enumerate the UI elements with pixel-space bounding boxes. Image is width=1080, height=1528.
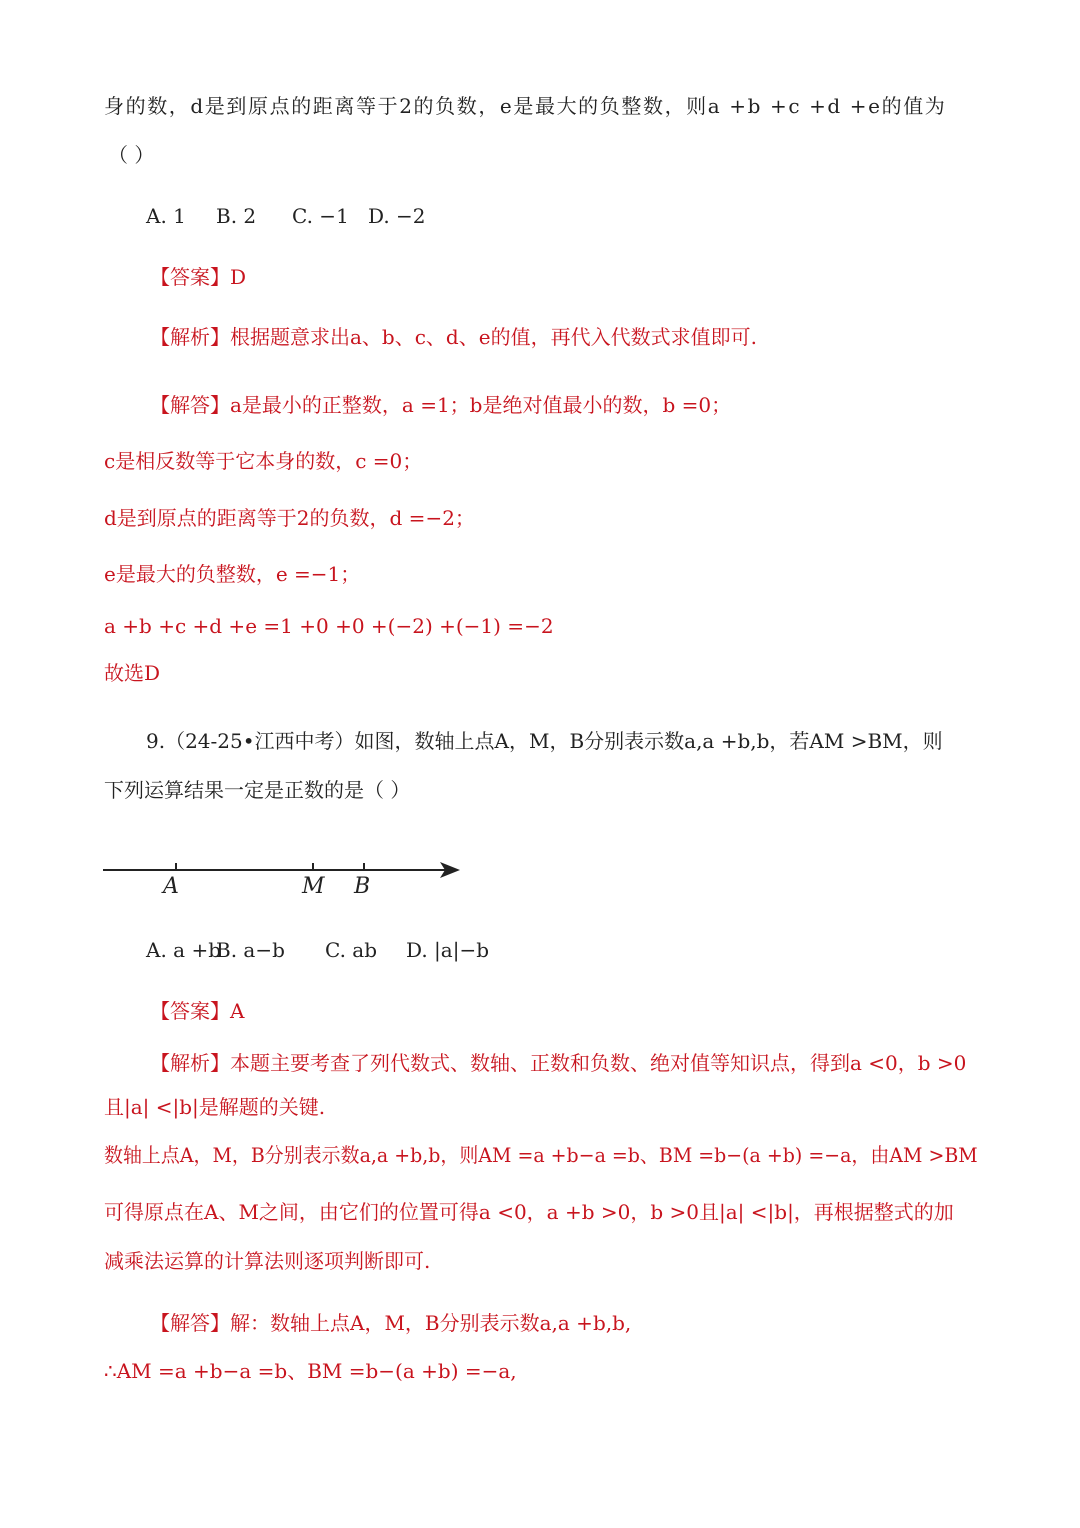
q9-analysis-line2: 且|a| <|b|是解题的关键.: [104, 1095, 326, 1119]
q8-solution-line5: a +b +c +d +e =1 +0 +0 +(−2) +(−1) =−2: [104, 614, 554, 638]
q8-solution-line1: [150, 391, 731, 419]
q9-option-b: B. a−b: [216, 938, 285, 962]
q9-analysis-line5: 减乘法运算的计算法则逐项判断即可.: [104, 1249, 431, 1273]
q8-solution-line6: 故选D: [104, 661, 161, 685]
answer-tag: 【答案】: [150, 999, 230, 1023]
q8-solution-line3: d是到原点的距离等于2的负数，d =−2；: [104, 506, 475, 530]
q8-option-c: C. −1: [292, 204, 349, 228]
q8-stem-line1: 身的数，d是到原点的距离等于2的负数，e是最大的负整数，则a +b +c +d +e的值为: [104, 94, 947, 118]
q9-analysis-line3: 数轴上点A，M，B分别表示数a,a +b,b，则AM =a +b−a =b、BM =b−(a +b) =−a，由AM >BM: [104, 1143, 978, 1167]
label-a: A: [163, 874, 179, 899]
q8-option-d: D. −2: [368, 204, 426, 228]
solution-text: a是最小的正整数，a =1；b是绝对值最小的数，b =0；: [230, 393, 732, 417]
number-line-figure: [100, 850, 480, 910]
q9-option-a: A. a +b: [146, 938, 221, 962]
analysis-text: 本题主要考查了列代数式、数轴、正数和负数、绝对值等知识点，得到a <0，b >0: [230, 1051, 967, 1075]
q8-analysis: [150, 323, 757, 351]
answer-tag: 【答案】: [150, 265, 230, 289]
answer-value: D: [230, 265, 247, 289]
q9-analysis-line1: [150, 1049, 966, 1077]
analysis-tag: 【解析】: [150, 325, 230, 349]
q9-option-d: D. |a|−b: [406, 938, 489, 962]
q8-solution-line4: e是最大的负整数，e =−1；: [104, 562, 361, 586]
q9-stem-line2: 下列运算结果一定是正数的是（ ）: [104, 778, 411, 802]
solution-tag: 【解答】: [150, 393, 230, 417]
q9-solution-line1: [150, 1309, 631, 1337]
q9-analysis-line4: 可得原点在A、M之间，由它们的位置可得a <0，a +b >0，b >0且|a| <|b|，再根据整式的加: [104, 1200, 954, 1224]
q9-solution-line2: ∴AM =a +b−a =b、BM =b−(a +b) =−a,: [104, 1359, 517, 1383]
q8-answer: [150, 263, 246, 291]
q8-stem-line2: （ ）: [108, 143, 155, 167]
solution-tag: 【解答】: [150, 1311, 230, 1335]
q8-solution-line2: c是相反数等于它本身的数，c =0；: [104, 449, 423, 473]
solution-text: 解：数轴上点A，M，B分别表示数a,a +b,b,: [230, 1311, 632, 1335]
label-b: B: [354, 874, 371, 899]
q8-option-b: B. 2: [216, 204, 257, 228]
analysis-tag: 【解析】: [150, 1051, 230, 1075]
label-m: M: [302, 874, 325, 899]
q8-option-a: A. 1: [146, 204, 186, 228]
q9-option-c: C. ab: [325, 938, 378, 962]
q9-stem-line1: 9.（24-25•江西中考）如图，数轴上点A，M，B分别表示数a,a +b,b，若AM >BM，则: [146, 729, 943, 753]
analysis-text: 根据题意求出a、b、c、d、e的值，再代入代数式求值即可.: [230, 325, 757, 349]
answer-value: A: [230, 999, 245, 1023]
q9-answer: [150, 997, 244, 1025]
